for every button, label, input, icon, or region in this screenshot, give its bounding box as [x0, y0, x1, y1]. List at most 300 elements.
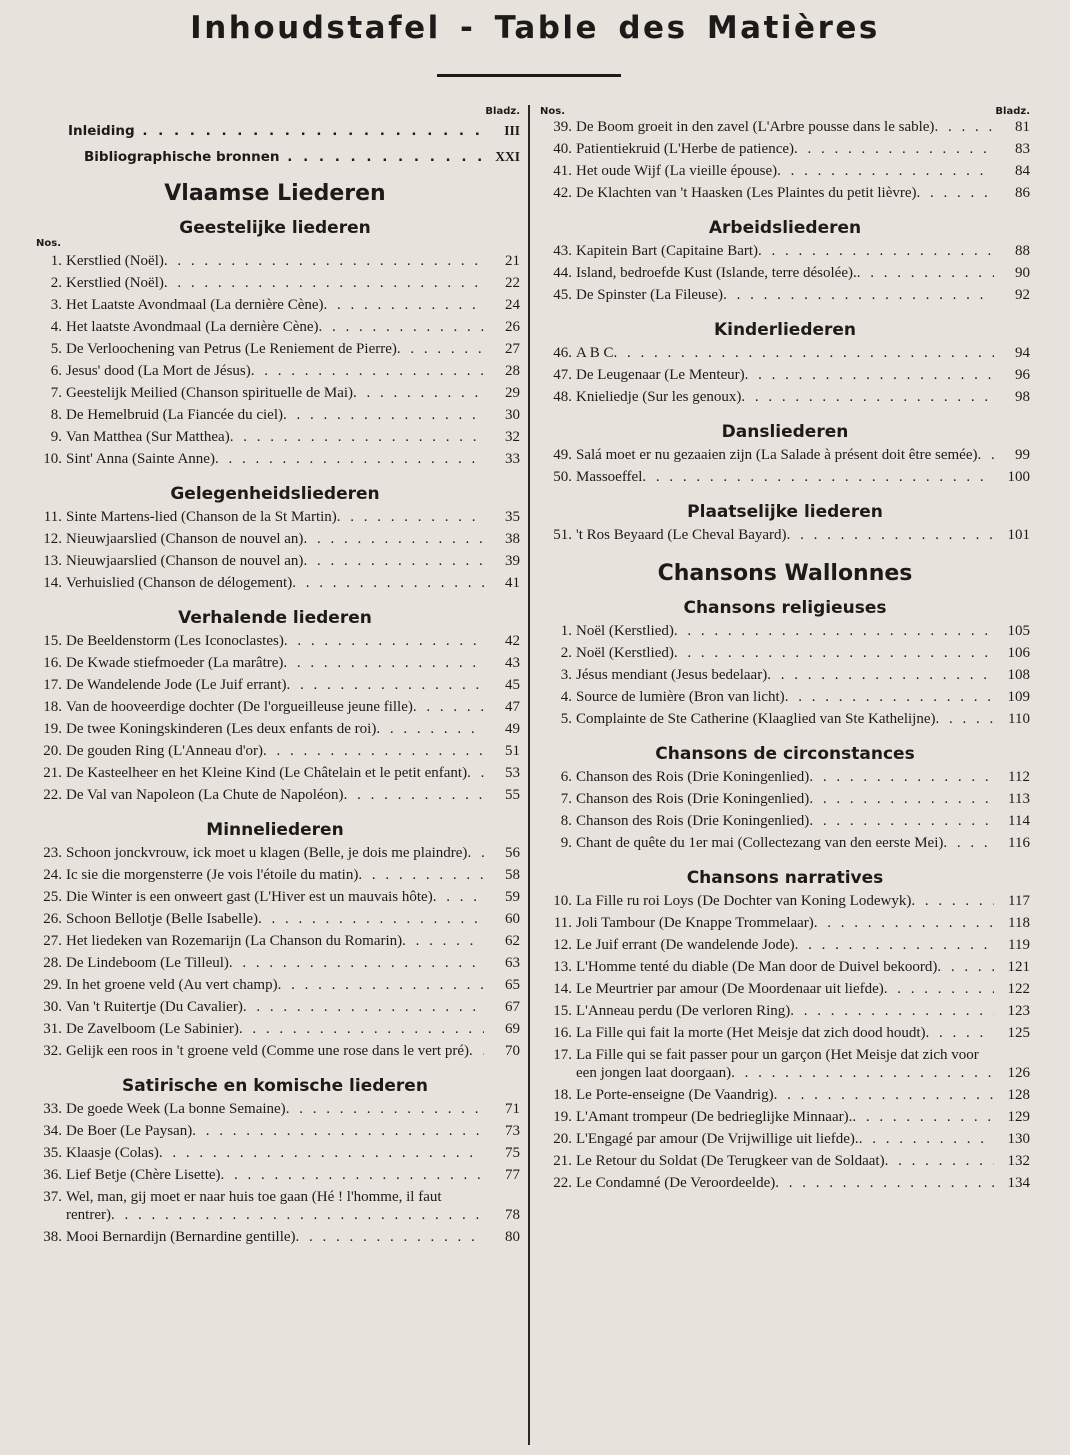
section-gap [540, 410, 1030, 418]
entry-number: 46. [553, 345, 572, 361]
entry-number: 20. [553, 1131, 572, 1147]
entry-number: 3. [560, 667, 572, 683]
entry-number: 49. [553, 447, 572, 463]
entry-page: 24 [505, 297, 520, 313]
entry-title: De gouden Ring (L'Anneau d'or) . . . [66, 742, 484, 760]
toc-entry [30, 318, 520, 336]
toc-entry [30, 632, 520, 650]
entry-page: 78 [505, 1207, 520, 1223]
entry-title: Jesus' dood (La Mort de Jésus) . . . [66, 362, 484, 380]
entry-page: 69 [505, 1021, 520, 1037]
entry-page: III [504, 123, 520, 138]
section-gap [540, 732, 1030, 740]
entry-page: 90 [1015, 265, 1030, 281]
toc-entry [30, 252, 520, 270]
toc-entry [540, 388, 1030, 406]
entry-title: Kapitein Bart (Capitaine Bart) . . . [576, 242, 994, 260]
entry-number: 32. [43, 1043, 62, 1059]
entry-page: 27 [505, 341, 520, 357]
toc-entry [30, 406, 520, 424]
entry-page: 80 [505, 1229, 520, 1245]
entry-title: Le Meurtrier par amour (De Moordenaar uit liefde) . . . [576, 980, 994, 998]
entry-title: La Fille ru roi Loys (De Dochter van Koning Lodewyk) . . . [576, 892, 994, 910]
toc-entry [540, 790, 1030, 808]
entry-number: 11. [553, 915, 572, 931]
toc-entry [540, 1130, 1030, 1148]
entry-title: De Kwade stiefmoeder (La marâtre) . . . [66, 654, 484, 672]
toc-entry [30, 274, 520, 292]
entry-title: Van Matthea (Sur Matthea) . . . [66, 428, 484, 446]
entry-number: 10. [553, 893, 572, 909]
entry-number: 43. [553, 243, 572, 259]
entry-title: Geestelijk Meilied (Chanson spirituelle de Mai) . . . [66, 384, 484, 402]
entry-number: 5. [50, 341, 62, 357]
entry-number: 19. [43, 721, 62, 737]
entry-number: 33. [43, 1101, 62, 1117]
entry-title: Jésus mendiant (Jesus bedelaar) . . . [576, 666, 994, 684]
entry-title: Chanson des Rois (Drie Koningenlied) . . . [576, 812, 994, 830]
entry-page: 88 [1015, 243, 1030, 259]
toc-entry [30, 998, 520, 1016]
section-gap [540, 206, 1030, 214]
entry-title: Noël (Kerstlied) . . . [576, 644, 994, 662]
toc-entry [30, 976, 520, 994]
entry-title: Schoon jonckvrouw, ick moet u klagen (Belle, je dois me plaindre) . . . [66, 844, 484, 862]
number-column-label: Nos. [540, 106, 565, 117]
entry-title: De Wandelende Jode (Le Juif errant) . . . [66, 676, 484, 694]
entry-number: 27. [43, 933, 62, 949]
entry-title: Complainte de Ste Catherine (Klaaglied van Ste Kathelijne) . . . [576, 710, 994, 728]
entry-number: 3. [50, 297, 62, 313]
toc-entry [540, 526, 1030, 544]
entry-page: 134 [1007, 1175, 1030, 1191]
right-column [540, 102, 1030, 1196]
entry-page: 77 [505, 1167, 520, 1183]
entry-number: 16. [43, 655, 62, 671]
entry-title: Le Porte-enseigne (De Vaandrig) . . . [576, 1086, 994, 1104]
entry-page: 65 [505, 977, 520, 993]
entry-number: 40. [553, 141, 572, 157]
entry-page: 86 [1015, 185, 1030, 201]
entry-title: Gelijk een roos in 't groene veld (Comme une rose dans le vert pré) . . . [66, 1042, 484, 1060]
section-gap [540, 490, 1030, 498]
toc-entry [540, 980, 1030, 998]
entry-page: 118 [1008, 915, 1030, 931]
entry-title: De Leugenaar (Le Menteur) . . . [576, 366, 994, 384]
left-sections [30, 214, 520, 1246]
toc-entry [30, 676, 520, 694]
entry-number: 17. [43, 677, 62, 693]
entry-number: 38. [43, 1229, 62, 1245]
toc-entry [540, 914, 1030, 932]
toc-entry [540, 446, 1030, 464]
number-column-label: Nos. [36, 238, 61, 249]
toc-entry [30, 932, 520, 950]
entry-page: 113 [1008, 791, 1030, 807]
entry-number: 15. [553, 1003, 572, 1019]
entry-page: 130 [1007, 1131, 1030, 1147]
entry-page: 35 [505, 509, 520, 525]
entry-number: 16. [553, 1025, 572, 1041]
entry-page: 21 [505, 253, 520, 269]
entry-page: 42 [505, 633, 520, 649]
entry-page: XXI [495, 149, 520, 164]
entry-page: 128 [1007, 1087, 1030, 1103]
toc-entry [30, 340, 520, 358]
toc-entry [540, 710, 1030, 728]
toc-entry [540, 286, 1030, 304]
entry-title: Het oude Wijf (La vieille épouse) . . . [576, 162, 994, 180]
entry-page: 30 [505, 407, 520, 423]
entry-title: Inleiding . . . [68, 122, 484, 140]
entry-title: A B C . . . [576, 344, 994, 362]
toc-entry [30, 720, 520, 738]
entry-title: Sint' Anna (Sainte Anne) . . . [66, 450, 484, 468]
entry-number: 25. [43, 889, 62, 905]
toc-entry [30, 764, 520, 782]
toc-entry [540, 468, 1030, 486]
entry-page: 96 [1015, 367, 1030, 383]
entry-number: 14. [43, 575, 62, 591]
entry-title: Van de hooveerdige dochter (De l'orgueilleuse jeune fille) . . . [66, 698, 484, 716]
toc-entry [30, 1188, 520, 1224]
entry-number: 44. [553, 265, 572, 281]
entry-title: De twee Koningskinderen (Les deux enfants de roi) . . . [66, 720, 484, 738]
toc-entry [30, 1020, 520, 1038]
toc-entry [30, 654, 520, 672]
entry-page: 92 [1015, 287, 1030, 303]
entry-number: 41. [553, 163, 572, 179]
entry-page: 101 [1007, 527, 1030, 543]
entry-title: Source de lumière (Bron van licht) . . . [576, 688, 994, 706]
entry-title: Schoon Bellotje (Belle Isabelle) . . . [66, 910, 484, 928]
section-title: Minneliederen [206, 820, 344, 840]
entry-number: 10. [43, 451, 62, 467]
entry-title: Het Laatste Avondmaal (La dernière Cène) . . . [66, 296, 484, 314]
entry-page: 43 [505, 655, 520, 671]
entry-page: 122 [1007, 981, 1030, 997]
entry-number: 20. [43, 743, 62, 759]
toc-entry [30, 574, 520, 592]
entry-page: 110 [1008, 711, 1030, 727]
entry-title: Island, bedroefde Kust (Islande, terre désolée). . . . [576, 264, 994, 282]
entry-title: De goede Week (La bonne Semaine) . . . [66, 1100, 484, 1118]
entry-number: 48. [553, 389, 572, 405]
entry-title: Van 't Ruitertje (Du Cavalier) . . . [66, 998, 484, 1016]
entry-title: Chant de quête du 1er mai (Collectezang van den eerste Mei) . . . [576, 834, 994, 852]
entry-page: 38 [505, 531, 520, 547]
toc-entry [540, 936, 1030, 954]
entry-page: 98 [1015, 389, 1030, 405]
entry-number: 22. [553, 1175, 572, 1191]
entry-page: 59 [505, 889, 520, 905]
entry-page: 109 [1007, 689, 1030, 705]
entry-title: De Zavelboom (Le Sabinier) . . . [66, 1020, 484, 1038]
entry-title: La Fille qui fait la morte (Het Meisje dat zich dood houdt) . . . [576, 1024, 994, 1042]
entry-page: 56 [505, 845, 520, 861]
entry-title: De Verloochening van Petrus (Le Reniement de Pierre) . . . [66, 340, 484, 358]
toc-entry [540, 892, 1030, 910]
toc-entry [540, 184, 1030, 202]
right-top-entries [540, 118, 1030, 202]
entry-page: 53 [505, 765, 520, 781]
entry-number: 51. [553, 527, 572, 543]
section-gap [30, 808, 520, 816]
section-title: Plaatselijke liederen [687, 502, 883, 522]
entry-number: 12. [553, 937, 572, 953]
entry-title: Le Condamné (De Veroordeelde) . . . [576, 1174, 994, 1192]
entry-number: 23. [43, 845, 62, 861]
toc-entry [30, 1144, 520, 1162]
entry-number: 5. [560, 711, 572, 727]
entry-page: 71 [505, 1101, 520, 1117]
entry-number: 45. [553, 287, 572, 303]
wallon-sections [540, 594, 1030, 1192]
entry-number: 34. [43, 1123, 62, 1139]
entry-number: 42. [553, 185, 572, 201]
entry-page: 26 [505, 319, 520, 335]
section-gap [540, 856, 1030, 864]
entry-title: Kerstlied (Noël) . . . [66, 252, 484, 270]
entry-number: 29. [43, 977, 62, 993]
part-title: Chansons Wallonnes [657, 561, 913, 586]
left-column-header [30, 102, 520, 118]
column-divider [528, 105, 530, 1445]
toc-entry [30, 362, 520, 380]
entry-page: 117 [1008, 893, 1030, 909]
entry-title: Patientiekruid (L'Herbe de patience) . . . [576, 140, 994, 158]
entry-title: Wel, man, gij moet er naar huis toe gaan (Hé ! l'homme, il faut rentrer) . . . [66, 1188, 484, 1224]
entry-number: 8. [50, 407, 62, 423]
toc-entry [540, 1108, 1030, 1126]
section-gap [30, 472, 520, 480]
entry-number: 19. [553, 1109, 572, 1125]
entry-title: Het liedeken van Rozemarijn (La Chanson du Romarin) . . . [66, 932, 484, 950]
entry-title: De Beeldenstorm (Les Iconoclastes) . . . [66, 632, 484, 650]
entry-title: De Val van Napoleon (La Chute de Napoléon) . . . [66, 786, 484, 804]
entry-page: 126 [1007, 1065, 1030, 1081]
entry-page: 22 [505, 275, 520, 291]
section-title: Chansons religieuses [683, 598, 887, 618]
entry-title: Le Juif errant (De wandelende Jode) . . . [576, 936, 994, 954]
entry-page: 29 [505, 385, 520, 401]
toc-entry [30, 866, 520, 884]
entry-page: 84 [1015, 163, 1030, 179]
entry-title: Noël (Kerstlied) . . . [576, 622, 994, 640]
entry-title: Klaasje (Colas) . . . [66, 1144, 484, 1162]
toc-entry [540, 1002, 1030, 1020]
entry-title: In het groene veld (Au vert champ) . . . [66, 976, 484, 994]
entry-title: Mooi Bernardijn (Bernardine gentille) . . . [66, 1228, 484, 1246]
entry-number: 36. [43, 1167, 62, 1183]
entry-page: 99 [1015, 447, 1030, 463]
entry-title: Salá moet er nu gezaaien zijn (La Salade à présent doit être semée) . . . [576, 446, 994, 464]
toc-entry [30, 1228, 520, 1246]
toc-entry [540, 688, 1030, 706]
entry-number: 35. [43, 1145, 62, 1161]
front-entry [30, 122, 520, 140]
entry-page: 125 [1007, 1025, 1030, 1041]
entry-title: Het laatste Avondmaal (La dernière Cène) . . . [66, 318, 484, 336]
toc-entry [540, 644, 1030, 662]
entry-page: 112 [1008, 769, 1030, 785]
entry-page: 132 [1007, 1153, 1030, 1169]
entry-number: 13. [43, 553, 62, 569]
entry-page: 121 [1007, 959, 1030, 975]
toc-entry [540, 162, 1030, 180]
toc-entry [540, 264, 1030, 282]
toc-entry [30, 698, 520, 716]
toc-entry [30, 296, 520, 314]
entry-page: 83 [1015, 141, 1030, 157]
entry-page: 67 [505, 999, 520, 1015]
toc-entry [30, 1166, 520, 1184]
entry-page: 123 [1007, 1003, 1030, 1019]
section-title: Verhalende liederen [178, 608, 372, 628]
toc-entry [540, 366, 1030, 384]
entry-page: 116 [1008, 835, 1030, 851]
toc-entry [540, 118, 1030, 136]
entry-number: 9. [560, 835, 572, 851]
entry-number: 11. [43, 509, 62, 525]
entry-page: 70 [505, 1043, 520, 1059]
toc-entry [30, 1042, 520, 1060]
toc-entry [30, 1122, 520, 1140]
toc-entry [540, 344, 1030, 362]
entry-number: 37. [43, 1189, 62, 1205]
entry-number: 47. [553, 367, 572, 383]
entry-page: 119 [1008, 937, 1030, 953]
entry-page: 62 [505, 933, 520, 949]
toc-entry [30, 888, 520, 906]
section-title: Gelegenheidsliederen [170, 484, 380, 504]
section-gap [540, 308, 1030, 316]
toc-entry [540, 666, 1030, 684]
entry-title: L'Amant trompeur (De bedrieglijke Minnaar). . . . [576, 1108, 994, 1126]
entry-title: Massoeffel . . . [576, 468, 994, 486]
right-column-header [540, 102, 1030, 118]
toc-entry [540, 834, 1030, 852]
entry-number: 6. [50, 363, 62, 379]
entry-page: 47 [505, 699, 520, 715]
entry-number: 7. [560, 791, 572, 807]
entry-number: 26. [43, 911, 62, 927]
entry-title: Lief Betje (Chère Lisette) . . . [66, 1166, 484, 1184]
entry-title: Sinte Martens-lied (Chanson de la St Martin) . . . [66, 508, 484, 526]
toc-entry [540, 1174, 1030, 1192]
entry-title: De Hemelbruid (La Fiancée du ciel) . . . [66, 406, 484, 424]
entry-title: Die Winter is een onweert gast (L'Hiver est un mauvais hôte) . . . [66, 888, 484, 906]
entry-page: 73 [505, 1123, 520, 1139]
entry-number: 22. [43, 787, 62, 803]
entry-page: 33 [505, 451, 520, 467]
toc-entry [30, 742, 520, 760]
entry-title: Le Retour du Soldat (De Terugkeer van de Soldaat) . . . [576, 1152, 994, 1170]
entry-number: 18. [553, 1087, 572, 1103]
toc-entry [540, 958, 1030, 976]
entry-number: 7. [50, 385, 62, 401]
entry-page: 106 [1007, 645, 1030, 661]
section-title: Dansliederen [721, 422, 849, 442]
entry-title: L'Homme tenté du diable (De Man door de Duivel bekoord) . . . [576, 958, 994, 976]
entry-page: 58 [505, 867, 520, 883]
entry-number: 12. [43, 531, 62, 547]
toc-entry [540, 768, 1030, 786]
entry-page: 45 [505, 677, 520, 693]
toc-entry [540, 812, 1030, 830]
entry-number: 2. [50, 275, 62, 291]
toc-entry [30, 552, 520, 570]
entry-page: 94 [1015, 345, 1030, 361]
page-column-label: Bladz. [995, 106, 1030, 117]
entry-number: 18. [43, 699, 62, 715]
toc-entry [540, 1024, 1030, 1042]
toc-entry [30, 530, 520, 548]
toc-entry [30, 844, 520, 862]
entry-page: 63 [505, 955, 520, 971]
entry-title: Bibliographische bronnen . . . [84, 148, 484, 166]
entry-number: 31. [43, 1021, 62, 1037]
entry-title: Kerstlied (Noël) . . . [66, 274, 484, 292]
section-title: Chansons narratives [686, 868, 884, 888]
section-title: Satirische en komische liederen [122, 1076, 428, 1096]
entry-page: 100 [1007, 469, 1030, 485]
toc-entry [30, 910, 520, 928]
entry-number: 4. [50, 319, 62, 335]
entry-page: 28 [505, 363, 520, 379]
section-title: Geestelijke liederen [179, 218, 371, 238]
entry-number: 21. [43, 765, 62, 781]
entry-number: 17. [553, 1047, 572, 1063]
entry-number: 6. [560, 769, 572, 785]
entry-title: De Boom groeit in den zavel (L'Arbre pousse dans le sable) . . . [576, 118, 994, 136]
toc-entry [30, 1100, 520, 1118]
entry-title: L'Anneau perdu (De verloren Ring) . . . [576, 1002, 994, 1020]
entry-title: Nieuwjaarslied (Chanson de nouvel an) . . . [66, 552, 484, 570]
toc-entry [540, 622, 1030, 640]
entry-number: 50. [553, 469, 572, 485]
toc-entry [540, 140, 1030, 158]
entry-number: 1. [50, 253, 62, 269]
entry-title: De Kasteelheer en het Kleine Kind (Le Châtelain et le petit enfant) . . . [66, 764, 484, 782]
entry-page: 60 [505, 911, 520, 927]
entry-page: 41 [505, 575, 520, 591]
entry-title: L'Engagé par amour (De Vrijwillige uit liefde). . . . [576, 1130, 994, 1148]
entry-title: De Spinster (La Fileuse) . . . [576, 286, 994, 304]
toc-entry [30, 508, 520, 526]
section-gap [30, 1064, 520, 1072]
entry-page: 105 [1007, 623, 1030, 639]
toc-entry [30, 450, 520, 468]
entry-number: 2. [560, 645, 572, 661]
entry-page: 114 [1008, 813, 1030, 829]
entry-page: 55 [505, 787, 520, 803]
entry-number: 9. [50, 429, 62, 445]
entry-page: 108 [1007, 667, 1030, 683]
entry-title: Ic sie die morgensterre (Je vois l'étoile du matin) . . . [66, 866, 484, 884]
toc-entry [30, 384, 520, 402]
toc-entry [540, 1152, 1030, 1170]
entry-title: Chanson des Rois (Drie Koningenlied) . . . [576, 790, 994, 808]
entry-title: Nieuwjaarslied (Chanson de nouvel an) . . . [66, 530, 484, 548]
entry-title: De Lindeboom (Le Tilleul) . . . [66, 954, 484, 972]
entry-title: Joli Tambour (De Knappe Trommelaar) . . . [576, 914, 994, 932]
entry-title: De Boer (Le Paysan) . . . [66, 1122, 484, 1140]
entry-page: 39 [505, 553, 520, 569]
entry-number: 30. [43, 999, 62, 1015]
entry-page: 49 [505, 721, 520, 737]
toc-entry [540, 1086, 1030, 1104]
